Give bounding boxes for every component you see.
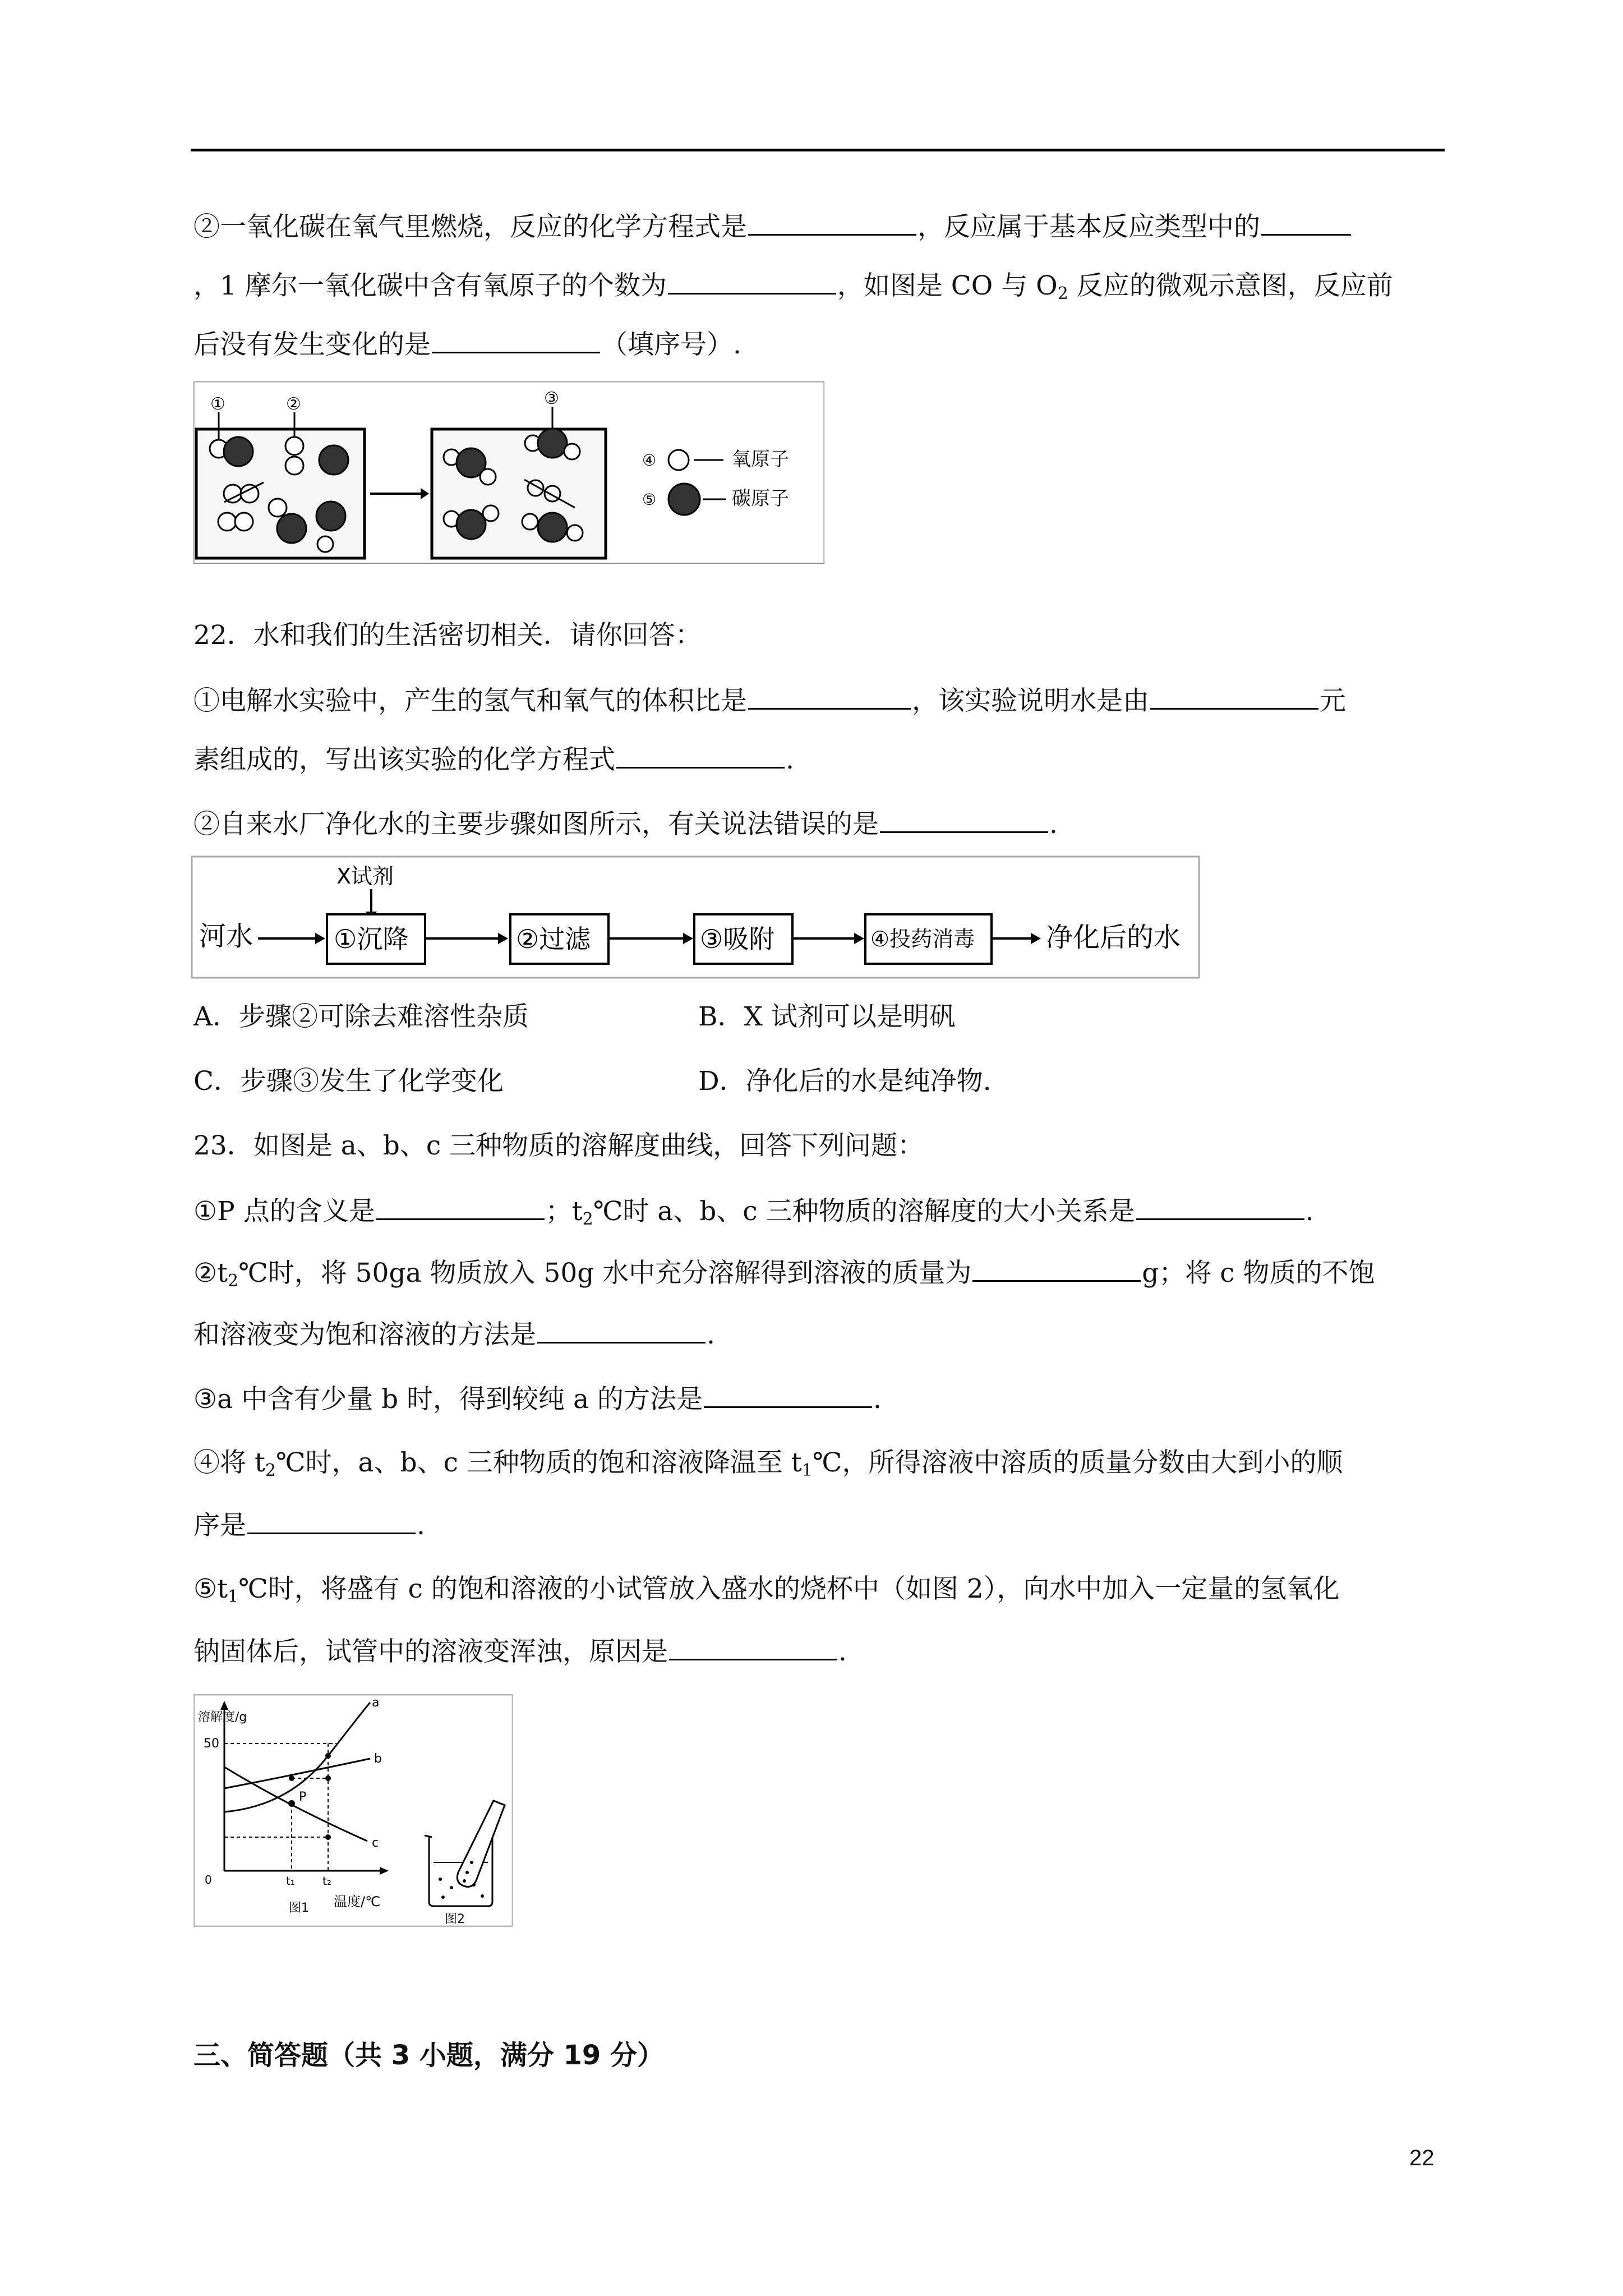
q21-line-2 bbox=[193, 269, 1393, 302]
q22-line-2 bbox=[193, 743, 794, 776]
q23-line-4 bbox=[193, 1383, 882, 1415]
q23-text: . bbox=[707, 1319, 715, 1350]
answer-blank[interactable] bbox=[704, 1383, 872, 1408]
q23-text: . bbox=[1305, 1196, 1314, 1227]
label-1: ① bbox=[210, 394, 225, 414]
figure-2-label: 图2 bbox=[445, 1912, 465, 1926]
answer-blank[interactable] bbox=[432, 328, 600, 353]
q22-text: ，该实验说明水是由 bbox=[912, 685, 1149, 716]
x-tick-t1: t₁ bbox=[286, 1874, 295, 1888]
q23-text: 和溶液变为饱和溶液的方法是 bbox=[193, 1319, 536, 1350]
q23-text: ⑤t bbox=[193, 1573, 228, 1604]
q21-line-1 bbox=[193, 210, 1352, 243]
subscript: 2 bbox=[1057, 284, 1068, 303]
y-tick-50: 50 bbox=[204, 1737, 219, 1751]
answer-blank[interactable] bbox=[748, 210, 916, 236]
answer-blank[interactable] bbox=[376, 1195, 545, 1220]
reagent-label: X试剂 bbox=[336, 864, 394, 889]
answer-blank[interactable] bbox=[880, 808, 1048, 833]
curve-c-label: c bbox=[372, 1836, 379, 1850]
oxygen-atom-icon bbox=[668, 450, 689, 470]
x-axis-label: 温度/℃ bbox=[334, 1894, 381, 1910]
q22-text: ①电解水实验中，产生的氢气和氧气的体积比是 bbox=[193, 685, 747, 716]
q23-text: ①P 点的含义是 bbox=[193, 1196, 375, 1227]
point-p-label: P bbox=[299, 1790, 307, 1804]
q23-line-8 bbox=[193, 1635, 847, 1668]
q23-text: ℃时，将 50ga 物质放入 50g 水中充分溶解得到溶液的质量为 bbox=[238, 1258, 972, 1289]
q23-text: ；t bbox=[545, 1196, 583, 1227]
page-number: 22 bbox=[1409, 2146, 1435, 2170]
label-2: ② bbox=[286, 394, 301, 414]
q23-text: . bbox=[838, 1636, 847, 1667]
q23-text: . bbox=[873, 1384, 882, 1415]
q21-text: ，反应属于基本反应类型中的 bbox=[917, 211, 1260, 242]
q23-line-6 bbox=[193, 1509, 425, 1542]
q21-text: ，如图是 CO 与 O bbox=[837, 270, 1058, 301]
option-b[interactable]: B．X 试剂可以是明矾 bbox=[698, 1001, 956, 1032]
flow-end: 净化后的水 bbox=[1046, 922, 1181, 953]
q22-line-3 bbox=[193, 808, 1058, 840]
q23-line-3 bbox=[193, 1318, 715, 1351]
q22-text: 元 bbox=[1320, 685, 1346, 716]
q23-text: ③a 中含有少量 b 时，得到较纯 a 的方法是 bbox=[193, 1384, 703, 1415]
q22-text: ②自来水厂净化水的主要步骤如图所示，有关说法错误的是 bbox=[193, 809, 879, 840]
q21-text: 后没有发生变化的是 bbox=[193, 329, 431, 360]
subscript: 1 bbox=[228, 1587, 239, 1607]
q23-text: ④将 t bbox=[193, 1447, 265, 1478]
option-c[interactable]: C．步骤③发生了化学变化 bbox=[193, 1066, 504, 1097]
q23-intro: 23．如图是 a、b、c 三种物质的溶解度曲线，回答下列问题： bbox=[193, 1130, 924, 1161]
section-heading: 三、简答题（共 3 小题，满分 19 分） bbox=[193, 2040, 665, 2071]
subscript: 2 bbox=[265, 1461, 276, 1480]
q21-line-3 bbox=[193, 328, 741, 361]
label-3: ③ bbox=[544, 389, 559, 408]
legend-oxygen-label: 氧原子 bbox=[732, 448, 789, 471]
q22-text: . bbox=[786, 744, 794, 775]
figure-1-label: 图1 bbox=[289, 1901, 309, 1915]
q22-line-1 bbox=[193, 684, 1346, 717]
point-p bbox=[288, 1800, 295, 1807]
water-purification-flow bbox=[191, 855, 1200, 979]
step-4-label: ④投药消毒 bbox=[870, 927, 975, 951]
curve-b-label: b bbox=[374, 1752, 382, 1766]
q23-text: . bbox=[417, 1510, 425, 1541]
q23-text: ℃时，将盛有 c 的饱和溶液的小试管放入盛水的烧杯中（如图 2），向水中加入一定量的氢氧化 bbox=[238, 1573, 1340, 1604]
answer-blank[interactable] bbox=[1261, 210, 1351, 236]
step-3-label: ③吸附 bbox=[700, 924, 775, 954]
q21-text: 反应的微观示意图，反应前 bbox=[1068, 270, 1393, 301]
header-rule bbox=[191, 149, 1445, 151]
q23-text: 序是 bbox=[193, 1510, 246, 1541]
legend-carbon-label: 碳原子 bbox=[732, 487, 789, 510]
q21-text: ②一氧化碳在氧气里燃烧，反应的化学方程式是 bbox=[193, 211, 747, 242]
q21-text: ，1 摩尔一氧化碳中含有氧原子的个数为 bbox=[193, 270, 667, 301]
step-2-label: ②过滤 bbox=[516, 924, 591, 954]
q23-line-2 bbox=[193, 1257, 1375, 1289]
answer-blank[interactable] bbox=[1150, 684, 1318, 710]
x-tick-t2: t₂ bbox=[322, 1874, 331, 1888]
answer-blank[interactable] bbox=[247, 1509, 416, 1534]
answer-blank[interactable] bbox=[1136, 1195, 1304, 1220]
q23-text: 钠固体后，试管中的溶液变浑浊，原因是 bbox=[193, 1636, 668, 1667]
step-1-label: ①沉降 bbox=[334, 924, 409, 954]
co-molecule bbox=[319, 445, 348, 475]
y-axis-label: 溶解度/g bbox=[198, 1710, 247, 1724]
curve-a-label: a bbox=[372, 1696, 380, 1710]
answer-blank[interactable] bbox=[537, 1318, 706, 1343]
subscript: 1 bbox=[801, 1461, 813, 1480]
solubility-curve-figure bbox=[193, 1694, 513, 1927]
q22-intro: 22．水和我们的生活密切相关．请你回答： bbox=[193, 620, 702, 651]
q23-line-5 bbox=[193, 1447, 1343, 1479]
q22-text: 素组成的，写出该实验的化学方程式 bbox=[193, 744, 615, 775]
q22-text: . bbox=[1049, 809, 1058, 840]
q23-text: ℃，所得溶液中溶质的质量分数由大到小的顺 bbox=[812, 1447, 1343, 1478]
flow-start: 河水 bbox=[199, 921, 253, 952]
answer-blank[interactable] bbox=[972, 1257, 1141, 1282]
answer-blank[interactable] bbox=[748, 684, 911, 710]
subscript: 2 bbox=[228, 1271, 239, 1291]
q23-text: ℃时 a、b、c 三种物质的溶解度的大小关系是 bbox=[593, 1196, 1135, 1227]
q23-line-7 bbox=[193, 1573, 1339, 1605]
answer-blank[interactable] bbox=[616, 743, 785, 769]
answer-blank[interactable] bbox=[669, 1635, 837, 1660]
q23-text: g；将 c 物质的不饱 bbox=[1142, 1258, 1375, 1289]
q21-text: （填序号）. bbox=[601, 329, 741, 360]
answer-blank[interactable] bbox=[668, 269, 836, 295]
origin-label: 0 bbox=[205, 1873, 212, 1887]
q23-text: ℃时，a、b、c 三种物质的饱和溶液降温至 t bbox=[275, 1447, 802, 1478]
q23-line-1 bbox=[193, 1195, 1314, 1227]
subscript: 2 bbox=[582, 1209, 593, 1229]
legend-num-5: ⑤ bbox=[642, 490, 657, 509]
carbon-atom-icon bbox=[668, 484, 700, 515]
option-d[interactable]: D．净化后的水是纯净物. bbox=[698, 1066, 992, 1097]
q23-text: ②t bbox=[193, 1258, 228, 1289]
molecule-reaction-figure bbox=[193, 381, 824, 564]
option-a[interactable]: A．步骤②可除去难溶性杂质 bbox=[193, 1001, 529, 1032]
legend-num-4: ④ bbox=[642, 451, 657, 470]
